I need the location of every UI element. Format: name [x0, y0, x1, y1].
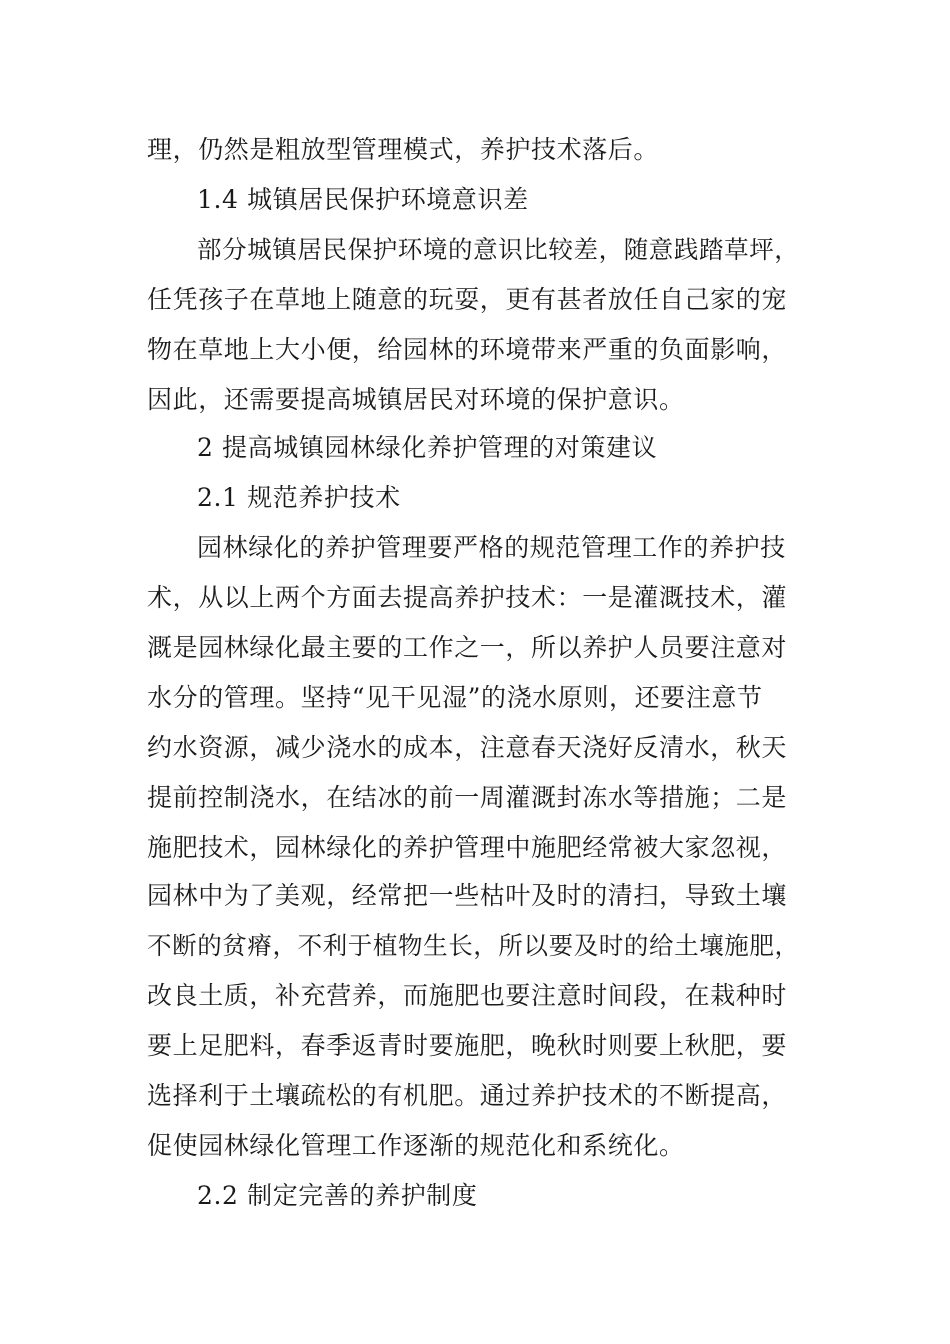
- paragraph-line: 因此，还需要提高城镇居民对环境的保护意识。: [147, 385, 685, 414]
- paragraph-line: 要上足肥料，春季返青时要施肥，晚秋时则要上秋肥，要: [147, 1031, 788, 1060]
- paragraph-line: 水分的管理。坚持“见干见湿”的浇水原则，还要注意节: [147, 683, 763, 712]
- paragraph-line: 术，从以上两个方面去提高养护技术：一是灌溉技术，灌: [147, 583, 788, 612]
- paragraph-line: 选择利于土壤疏松的有机肥。通过养护技术的不断提高，: [147, 1081, 788, 1110]
- section-heading-2-2: 2.2 制定完善的养护制度: [197, 1181, 478, 1210]
- paragraph-line: 施肥技术，园林绿化的养护管理中施肥经常被大家忽视，: [147, 833, 788, 862]
- paragraph-line: 任凭孩子在草地上随意的玩耍，更有甚者放任自己家的宠: [147, 285, 788, 314]
- paragraph-line: 提前控制浇水，在结冰的前一周灌溉封冻水等措施；二是: [147, 783, 788, 812]
- section-heading-1-4: 1.4 城镇居民保护环境意识差: [197, 185, 529, 214]
- section-heading-2: 2 提高城镇园林绿化养护管理的对策建议: [197, 433, 658, 462]
- paragraph-line: 园林绿化的养护管理要严格的规范管理工作的养护技: [197, 533, 786, 562]
- paragraph-line: 部分城镇居民保护环境的意识比较差，随意践踏草坪，: [197, 235, 800, 264]
- section-heading-2-1: 2.1 规范养护技术: [197, 483, 401, 512]
- paragraph-line: 溉是园林绿化最主要的工作之一，所以养护人员要注意对: [147, 633, 788, 662]
- paragraph-line: 约水资源，减少浇水的成本，注意春天浇好反清水，秋天: [147, 733, 788, 762]
- paragraph-line: 促使园林绿化管理工作逐渐的规范化和系统化。: [147, 1131, 685, 1160]
- paragraph-line: 理，仍然是粗放型管理模式，养护技术落后。: [147, 135, 660, 164]
- paragraph-line: 改良土质，补充营养，而施肥也要注意时间段，在栽种时: [147, 981, 788, 1010]
- paragraph-line: 园林中为了美观，经常把一些枯叶及时的清扫，导致土壤: [147, 881, 788, 910]
- paragraph-line: 物在草地上大小便，给园林的环境带来严重的负面影响，: [147, 335, 788, 364]
- paragraph-line: 不断的贫瘠，不利于植物生长，所以要及时的给土壤施肥，: [147, 931, 800, 960]
